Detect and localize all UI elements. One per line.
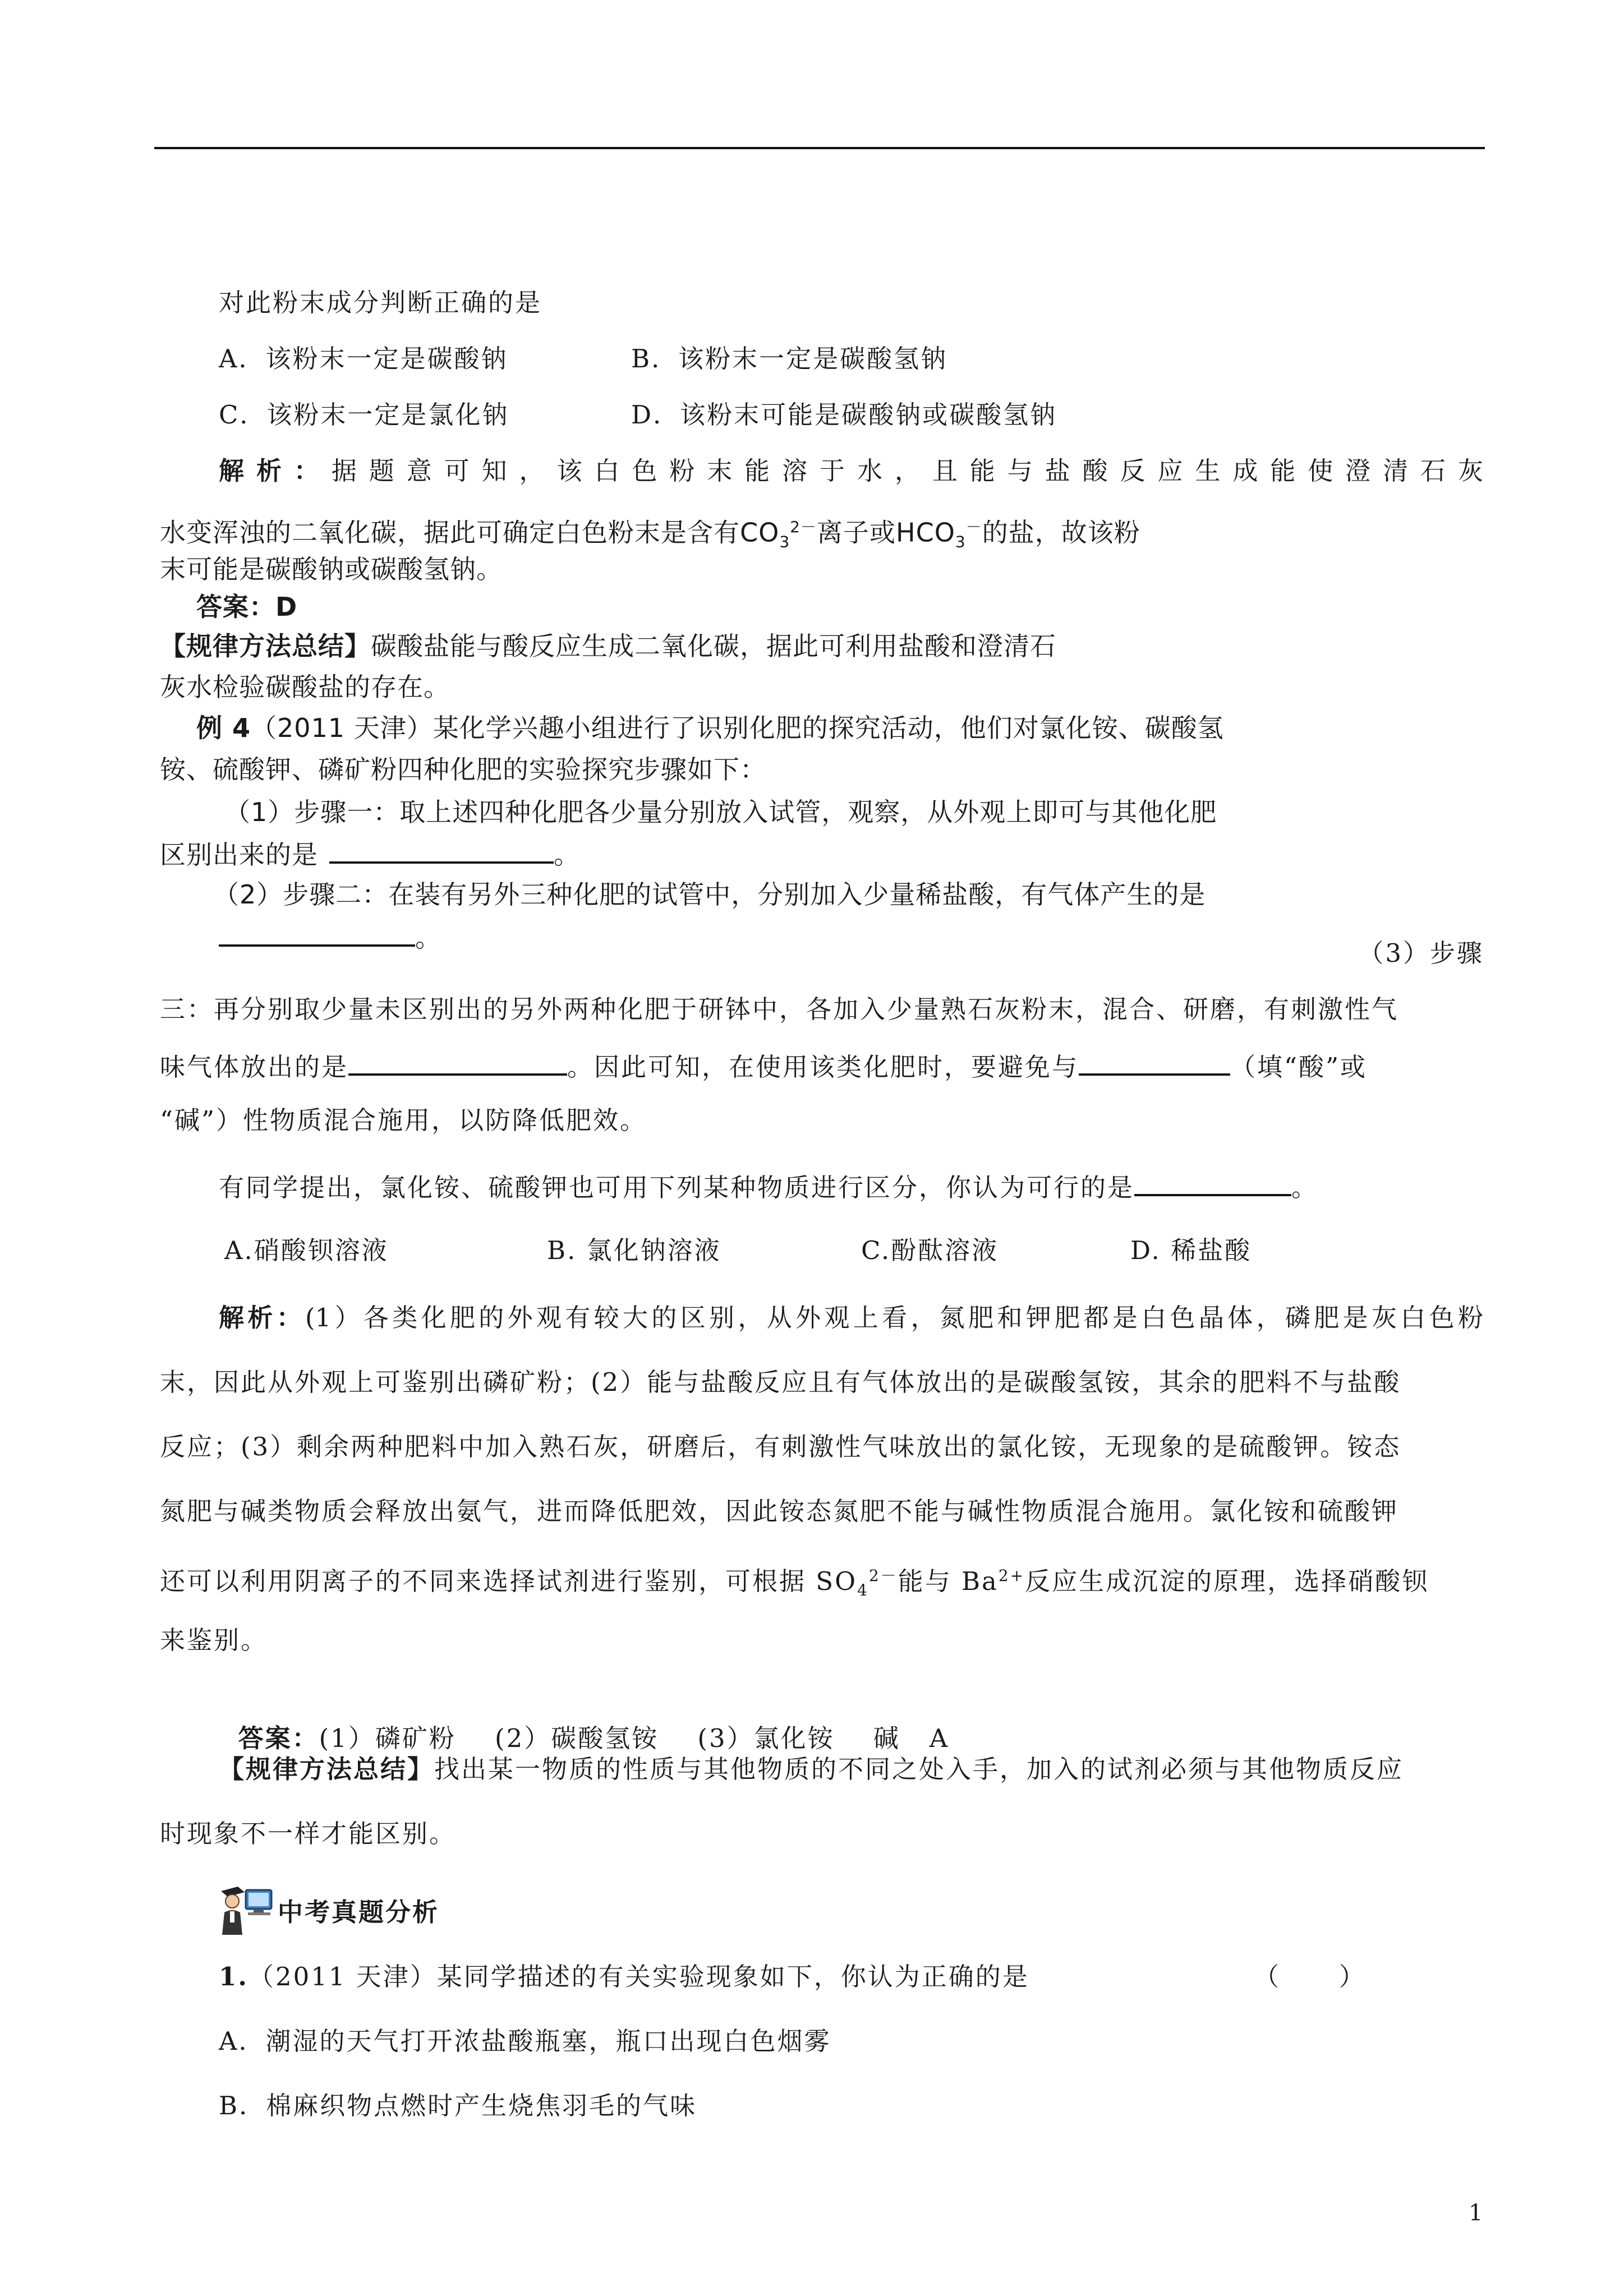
example-4-line-2: 铵、硫酸钾、磷矿粉四种化肥的实验探究步骤如下： bbox=[160, 754, 766, 785]
option-b: B．该粉末一定是碳酸氢钠 bbox=[631, 344, 948, 374]
choice-a: A.硝酸钡溶液 bbox=[224, 1235, 389, 1265]
answer-blank-5[interactable] bbox=[1134, 1169, 1291, 1196]
analysis-2-line-1: 解析：(1）各类化肥的外观有较大的区别，从外观上看，氮肥和钾肥都是白色晶体，磷肥是灰白色粉 bbox=[219, 1303, 1483, 1333]
q1-option-a: A．潮湿的天气打开浓盐酸瓶塞，瓶口出现白色烟雾 bbox=[219, 2026, 831, 2056]
answer-blank-2[interactable] bbox=[219, 920, 415, 947]
teacher-at-computer-icon bbox=[213, 1884, 275, 1936]
choice-b: B. 氯化钠溶液 bbox=[547, 1235, 721, 1265]
analysis-1-line-3: 末可能是碳酸钠或碳酸氢钠。 bbox=[160, 554, 503, 584]
option-c: C．该粉末一定是氯化钠 bbox=[219, 400, 509, 430]
question-intro: 对此粉末成分判断正确的是 bbox=[219, 288, 542, 317]
section-title: 中考真题分析 bbox=[278, 1897, 440, 1927]
summary-2-line-2: 时现象不一样才能区别。 bbox=[160, 1819, 457, 1848]
step-2-line-2: 。 bbox=[219, 920, 441, 955]
step-3-tail: （3）步骤 bbox=[1358, 938, 1484, 968]
analysis-2-line-6: 来鉴别。 bbox=[160, 1625, 268, 1655]
step-3-line-2: 味气体放出的是 。因此可知，在使用该类化肥时，要避免与 （填“酸”或 bbox=[160, 1049, 1367, 1084]
example-4-choices bbox=[224, 1234, 1252, 1267]
example-label: 例 4 bbox=[196, 713, 251, 743]
answer-blank-1[interactable] bbox=[329, 837, 554, 864]
analysis-1-line-1: 解析：据题意可知，该白色粉末能溶于水，且能与盐酸反应生成能使澄清石灰 bbox=[219, 456, 1483, 486]
step-3-line-3: “碱”）性物质混合施用，以防降低肥效。 bbox=[160, 1105, 647, 1135]
step-1-line-2: 区别出来的是 。 bbox=[160, 837, 580, 872]
q1-stem: 1.（2011 天津）某同学描述的有关实验现象如下，你认为正确的是 bbox=[219, 1962, 1029, 1991]
example-4-line-1: 例 4（2011 天津）某化学兴趣小组进行了识别化肥的探究活动，他们对氯化铵、碳酸氢 bbox=[196, 713, 1224, 743]
summary-2-line-1: 【规律方法总结】找出某一物质的性质与其他物质的不同之处入手，加入的试剂必须与其他物质反应 bbox=[219, 1754, 1404, 1784]
step-2-line-1: （2）步骤二：在装有另外三种化肥的试管中，分别加入少量稀盐酸，有气体产生的是 bbox=[213, 879, 1206, 910]
option-a: A．该粉末一定是碳酸钠 bbox=[219, 344, 508, 374]
page-number: 1 bbox=[1469, 2200, 1483, 2226]
option-d: D．该粉末可能是碳酸钠或碳酸氢钠 bbox=[631, 400, 1057, 430]
analysis-2-line-5: 还可以利用阴离子的不同来选择试剂进行鉴别，可根据 $SO_4^{2-}$能与 $Ba^{2+}$反应生成沉淀的原理，选择硝酸钡 bbox=[160, 1566, 1429, 1599]
answer-1: 答案：D bbox=[196, 592, 298, 622]
choice-c: C.酚酞溶液 bbox=[861, 1235, 999, 1265]
q1-option-b: B．棉麻织物点燃时产生烧焦羽毛的气味 bbox=[219, 2091, 697, 2120]
summary-label: 【规律方法总结】 bbox=[160, 631, 371, 661]
answer-blank-3[interactable] bbox=[348, 1049, 567, 1076]
analysis-2-line-4: 氮肥与碱类物质会释放出氨气，进而降低肥效，因此铵态氮肥不能与碱性物质混合施用。氯化铵和硫酸钾 bbox=[160, 1496, 1399, 1526]
analysis-2-line-3: 反应；(3）剩余两种肥料中加入熟石灰，研磨后，有刺激性气味放出的氯化铵，无现象的是硫酸钾。铵态 bbox=[160, 1432, 1401, 1461]
q1-answer-bracket[interactable]: （ ） bbox=[1254, 1962, 1366, 1991]
analysis-label: 解析： bbox=[219, 456, 332, 486]
header-rule bbox=[154, 147, 1485, 149]
summary-1-line-1: 【规律方法总结】碳酸盐能与酸反应生成二氧化碳，据此可利用盐酸和澄清石 bbox=[160, 631, 1056, 661]
choice-d: D. 稀盐酸 bbox=[1130, 1235, 1252, 1265]
answer-blank-4[interactable] bbox=[1079, 1049, 1230, 1076]
summary-1-line-2: 灰水检验碳酸盐的存在。 bbox=[160, 672, 450, 702]
analysis-2-line-2: 末，因此从外观上可鉴别出磷矿粉；(2）能与盐酸反应且有气体放出的是碳酸氢铵，其余的肥料不与盐酸 bbox=[160, 1367, 1401, 1397]
answer-2: 答案：(1）磷矿粉 (2）碳酸氢铵 (3）氯化铵 碱 A bbox=[238, 1723, 950, 1753]
step-1-line-1: （1）步骤一：取上述四种化肥各少量分别放入试管，观察，从外观上即可与其他化肥 bbox=[224, 797, 1217, 827]
extra-question: 有同学提出，氯化铵、硫酸钾也可用下列某种物质进行区分，你认为可行的是 。 bbox=[219, 1169, 1318, 1205]
analysis-1-line-2: 水变浑浊的二氧化碳，据此可确定白色粉末是含有$CO_3^{2-}$离子或$HCO_3^-$的盐，故该粉 bbox=[160, 517, 1140, 551]
step-3-line-1: 三：再分别取少量未区别出的另外两种化肥于研钵中，各加入少量熟石灰粉末，混合、研磨，有刺激性气 bbox=[160, 994, 1399, 1024]
